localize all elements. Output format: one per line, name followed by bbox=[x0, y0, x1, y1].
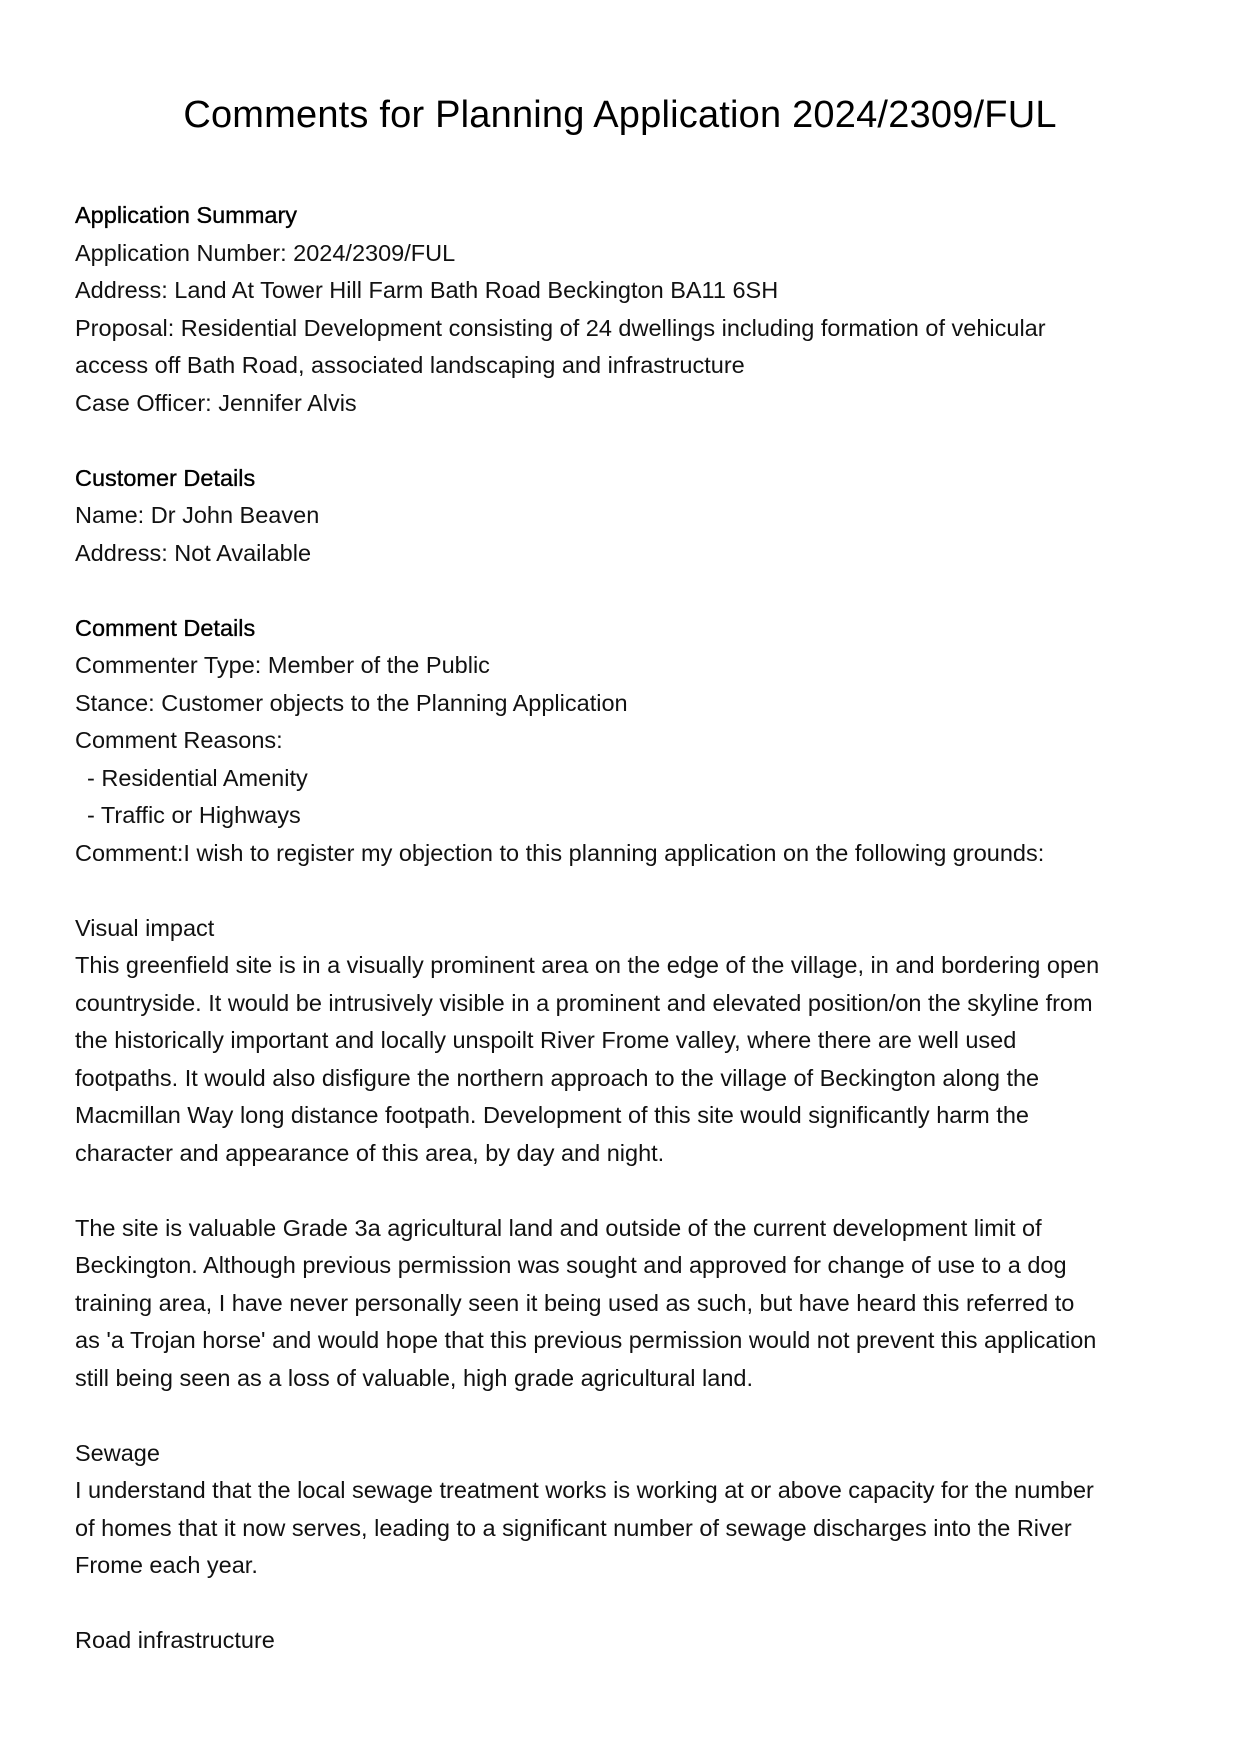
customer-name: Name: Dr John Beaven bbox=[75, 502, 320, 528]
paragraph-line: Frome each year. bbox=[75, 1552, 258, 1578]
visual-impact-heading: Visual impact bbox=[75, 914, 215, 941]
paragraph-line: character and appearance of this area, by day and night. bbox=[75, 1139, 665, 1166]
proposal-line-1: Proposal: Residential Development consisting of 24 dwellings including formation of vehicular bbox=[75, 314, 1046, 341]
visual-impact-paragraph bbox=[75, 910, 1175, 1173]
page-title: Comments for Planning Application 2024/2309/FUL bbox=[183, 94, 1057, 136]
paragraph-line: I understand that the local sewage treatment works is working at or above capacity for the number bbox=[75, 1477, 1094, 1503]
customer-details-section bbox=[75, 460, 1175, 573]
comment-details-heading: Comment Details bbox=[75, 614, 256, 641]
application-address: Address: Land At Tower Hill Farm Bath Road Beckington BA11 6SH bbox=[75, 277, 779, 303]
paragraph-line: as 'a Trojan horse' and would hope that this previous permission would not prevent this application bbox=[75, 1327, 1097, 1353]
paragraph-spacer bbox=[75, 1585, 1175, 1623]
paragraph-line: the historically important and locally unspoilt River Frome valley, where there are well used bbox=[75, 1027, 1017, 1053]
section-spacer bbox=[75, 572, 1175, 610]
section-spacer bbox=[75, 422, 1175, 460]
paragraph-line: The site is valuable Grade 3a agricultural land and outside of the current development limit of bbox=[75, 1214, 1042, 1241]
stance: Stance: Customer objects to the Planning Application bbox=[75, 689, 628, 716]
comment-details-section bbox=[75, 610, 1175, 873]
application-summary-section bbox=[75, 197, 1175, 422]
document-content bbox=[75, 197, 1175, 1660]
agricultural-land-paragraph bbox=[75, 1210, 1175, 1398]
comment-reason-item: - Residential Amenity bbox=[87, 764, 308, 791]
application-summary-heading: Application Summary bbox=[75, 202, 298, 228]
road-infrastructure-heading: Road infrastructure bbox=[75, 1627, 275, 1653]
customer-details-heading: Customer Details bbox=[75, 464, 256, 491]
comment-intro: Comment:I wish to register my objection to this planning application on the following grounds: bbox=[75, 839, 1045, 866]
paragraph-line: footpaths. It would also disfigure the northern approach to the village of Beckington along the bbox=[75, 1064, 1040, 1091]
paragraph-line: training area, I have never personally seen it being used as such, but have heard this referred to bbox=[75, 1289, 1075, 1316]
case-officer: Case Officer: Jennifer Alvis bbox=[75, 389, 357, 416]
customer-address: Address: Not Available bbox=[75, 539, 312, 566]
paragraph-spacer bbox=[75, 1397, 1175, 1435]
paragraph-line: still being seen as a loss of valuable, high grade agricultural land. bbox=[75, 1364, 754, 1391]
paragraph-line: of homes that it now serves, leading to a significant number of sewage discharges into the River bbox=[75, 1514, 1072, 1541]
sewage-paragraph bbox=[75, 1435, 1175, 1585]
paragraph-line: Beckington. Although previous permission was sought and approved for change of use to a dog bbox=[75, 1252, 1067, 1278]
application-number: Application Number: 2024/2309/FUL bbox=[75, 239, 456, 266]
proposal-line-2: access off Bath Road, associated landscaping and infrastructure bbox=[75, 352, 745, 378]
paragraph-line: This greenfield site is in a visually prominent area on the edge of the village, in and bordering open bbox=[75, 952, 1100, 978]
paragraph-spacer bbox=[75, 872, 1175, 910]
comment-reasons-label: Comment Reasons: bbox=[75, 727, 283, 753]
comment-reason-item: - Traffic or Highways bbox=[87, 802, 301, 828]
paragraph-spacer bbox=[75, 1172, 1175, 1210]
paragraph-line: countryside. It would be intrusively visible in a prominent and elevated position/on the skyline from bbox=[75, 989, 1093, 1016]
sewage-heading: Sewage bbox=[75, 1439, 160, 1466]
road-infrastructure-paragraph bbox=[75, 1622, 1175, 1660]
commenter-type: Commenter Type: Member of the Public bbox=[75, 652, 490, 678]
paragraph-line: Macmillan Way long distance footpath. Development of this site would significantly harm the bbox=[75, 1102, 1029, 1128]
